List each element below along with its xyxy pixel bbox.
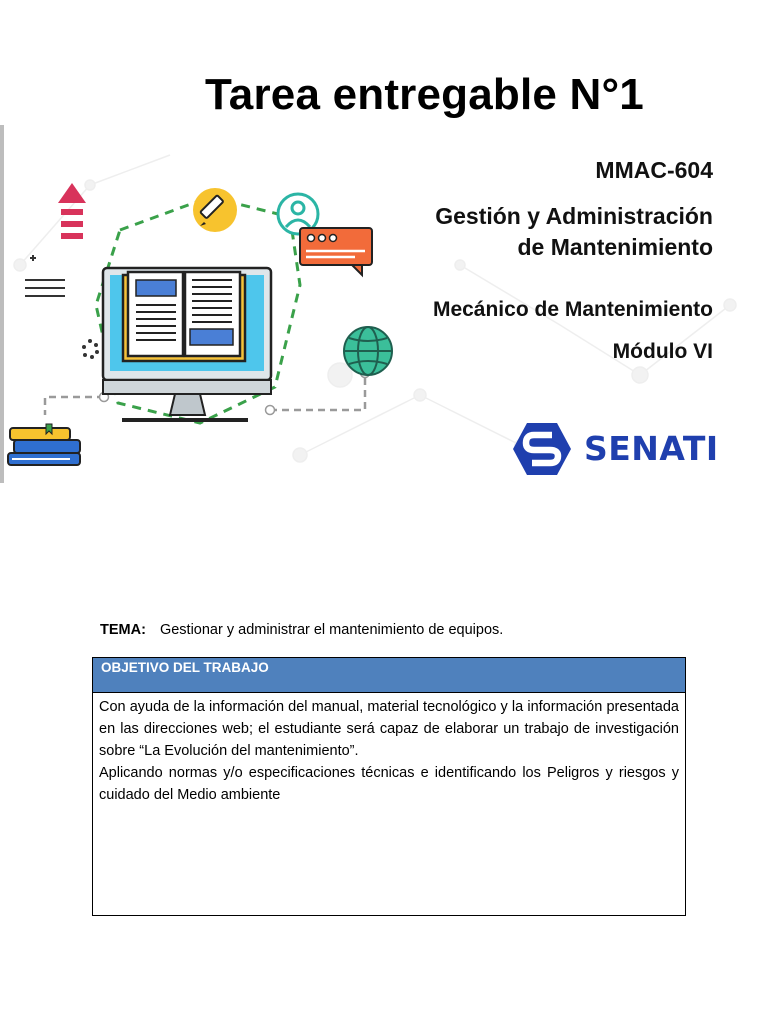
objective-header: OBJETIVO DEL TRABAJO <box>93 658 685 693</box>
loading-dots-icon <box>82 339 99 359</box>
course-name-line2: de Mantenimiento <box>517 234 713 260</box>
globe-icon <box>344 327 392 375</box>
objective-body <box>93 693 685 806</box>
course-name-line1: Gestión y Administración <box>435 203 713 229</box>
chat-bubble-icon <box>300 228 372 275</box>
upload-arrow-icon <box>58 183 86 239</box>
open-book-monitor-icon <box>103 268 271 422</box>
pencil-icon <box>193 188 237 232</box>
objective-paragraph-1: Con ayuda de la información del manual, material tecnológico y la información presentada en las direcciones web; el estudiante será capaz de elaborar un trabajo de investigación sobre “La Evolución del mantenimiento”. <box>99 699 679 759</box>
tema-text: Gestionar y administrar el mantenimiento de equipos. <box>159 622 504 638</box>
senati-logo-mark <box>512 421 572 477</box>
tema-label: TEMA: <box>100 622 146 638</box>
books-stack-icon <box>8 424 80 465</box>
program-name: Mecánico de Mantenimiento <box>432 298 713 321</box>
document-title: Tarea entregable N°1 <box>205 70 644 119</box>
senati-logo <box>512 421 719 477</box>
tema-line <box>100 622 503 638</box>
document-lines-icon <box>25 255 65 296</box>
module-name: Módulo VI <box>612 340 713 363</box>
senati-logo-text: SENATI <box>584 429 719 468</box>
objective-box <box>92 657 686 916</box>
course-name <box>435 201 713 263</box>
course-code: MMAC-604 <box>595 157 713 183</box>
objective-paragraph-2: Aplicando normas y/o especificaciones técnicas e identificando los Peligros y riesgos y cuidado del Medio ambiente <box>99 765 679 803</box>
connector-left <box>45 397 104 415</box>
